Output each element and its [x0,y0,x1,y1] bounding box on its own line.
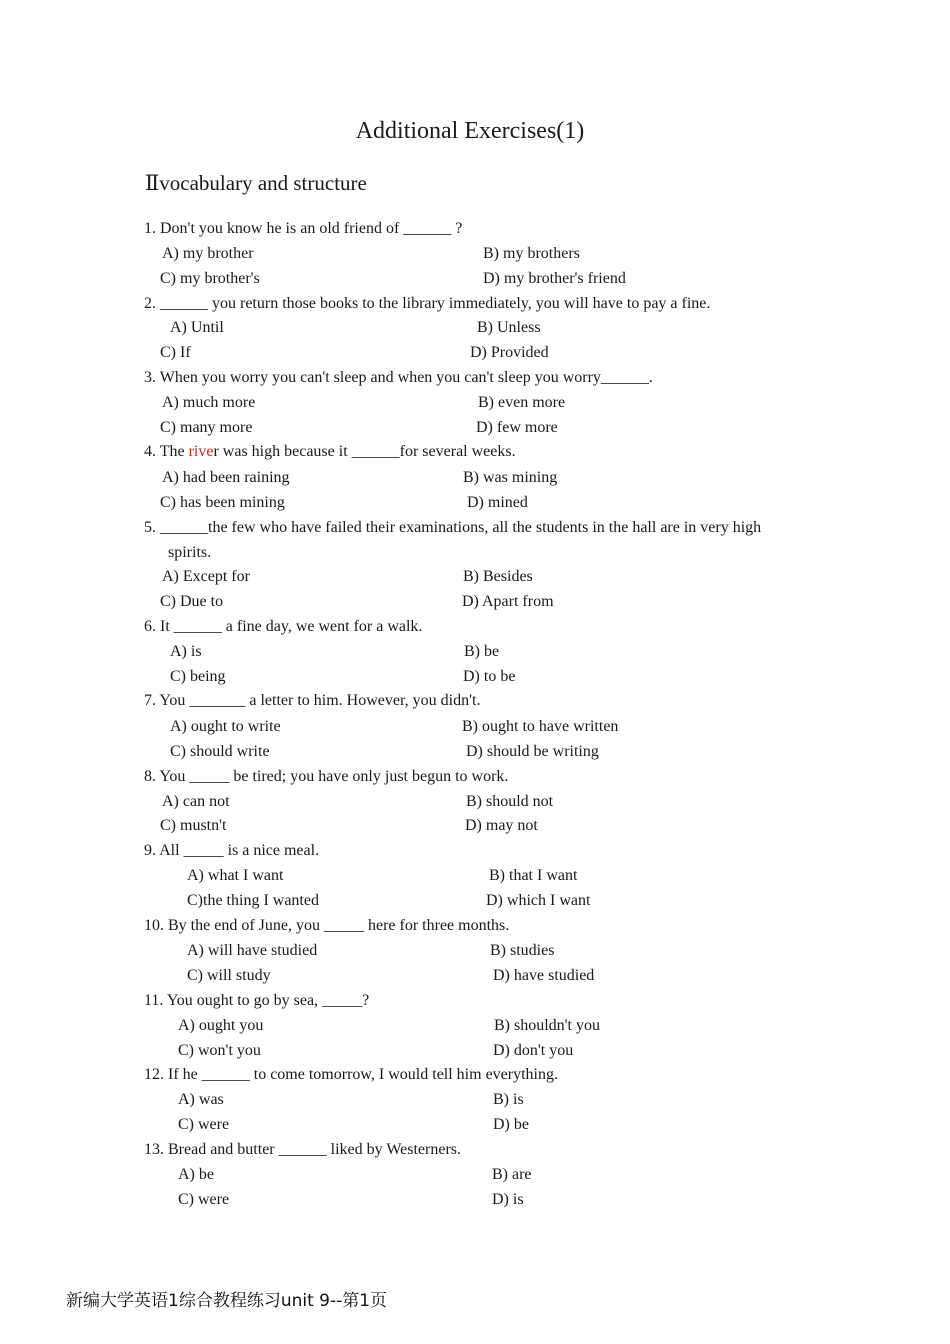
highlighted-word: rive [188,443,214,460]
option-c: C) many more [160,419,253,436]
option-a: A) can not [162,793,230,810]
question-stem: 10. By the end of June, you _____ here for three months. [144,917,510,934]
option-c: C) my brother's [160,270,260,287]
option-d: D) be [493,1116,529,1133]
stem-text: 4. The [144,443,189,460]
option-d: D) my brother's friend [483,270,626,287]
option-b: B) studies [490,942,555,959]
option-d: D) mined [467,494,528,511]
option-a: A) ought you [178,1017,264,1034]
question-stem: 12. If he ______ to come tomorrow, I would tell him everything. [144,1066,558,1083]
option-b: B) Unless [477,319,541,336]
question-stem: 8. You _____ be tired; you have only just begun to work. [144,768,509,785]
option-c: C) were [178,1191,230,1208]
option-a: A) ought to write [170,718,281,735]
option-a: A) be [178,1166,214,1183]
option-d: D) have studied [493,967,595,984]
document-title: Additional Exercises(1) [355,118,585,144]
option-d: D) is [492,1191,524,1208]
section-heading: Ⅱvocabulary and structure [145,171,367,195]
option-a: A) had been raining [162,469,290,486]
question-stem: 6. It ______ a fine day, we went for a walk. [144,618,423,635]
option-d: D) Apart from [462,593,554,610]
option-d: D) to be [463,668,516,685]
question-stem: 11. You ought to go by sea, _____? [144,992,370,1009]
option-c: C)the thing I wanted [187,892,319,909]
question-stem: 2. ______ you return those books to the library immediately, you will have to pay a fine. [144,295,711,312]
option-b: B) ought to have written [462,718,619,735]
option-d: D) should be writing [466,743,599,760]
option-a: A) much more [162,394,256,411]
option-d: D) which I want [486,892,591,909]
option-b: B) that I want [489,867,578,884]
option-a: A) Until [170,319,224,336]
option-c: C) mustn't [160,817,227,834]
question-stem: 9. All _____ is a nice meal. [144,842,320,859]
option-c: C) will study [187,967,271,984]
option-b: B) was mining [463,469,558,486]
option-b: B) my brothers [483,245,580,262]
option-c: C) If [160,344,191,361]
option-d: D) may not [465,817,538,834]
option-c: C) Due to [160,593,224,610]
page-footer: 新编大学英语1综合教程练习unit 9--第1页 [66,1291,388,1311]
option-d: D) few more [476,419,558,436]
option-a: A) was [178,1091,224,1108]
question-stem [144,442,516,462]
option-c: C) won't you [178,1042,261,1059]
option-a: A) what I want [187,867,284,884]
option-b: B) should not [466,793,554,810]
stem-text: r was high because it ______for several weeks. [213,443,516,460]
question-stem: 7. You _______ a letter to him. However, you didn't. [144,692,481,709]
option-c: C) should write [170,743,270,760]
option-d: D) Provided [470,344,549,361]
question-stem-continued: spirits. [168,544,212,561]
question-stem: 13. Bread and butter ______ liked by Westerners. [144,1141,462,1158]
question-stem: 5. ______the few who have failed their examinations, all the students in the hall are in very high [144,519,762,536]
option-a: A) Except for [162,568,250,585]
option-b: B) be [464,643,500,660]
option-a: A) is [170,643,202,660]
option-a: A) my brother [162,245,254,262]
option-a: A) will have studied [187,942,318,959]
option-c: C) being [170,668,226,685]
option-b: B) are [492,1166,532,1183]
option-c: C) were [178,1116,230,1133]
option-b: B) is [493,1091,524,1108]
option-b: B) Besides [463,568,533,585]
option-b: B) even more [478,394,566,411]
option-c: C) has been mining [160,494,285,511]
question-stem: 1. Don't you know he is an old friend of ______ ? [144,220,463,237]
question-stem: 3. When you worry you can't sleep and when you can't sleep you worry______. [144,369,653,386]
option-b: B) shouldn't you [494,1017,600,1034]
option-d: D) don't you [493,1042,574,1059]
